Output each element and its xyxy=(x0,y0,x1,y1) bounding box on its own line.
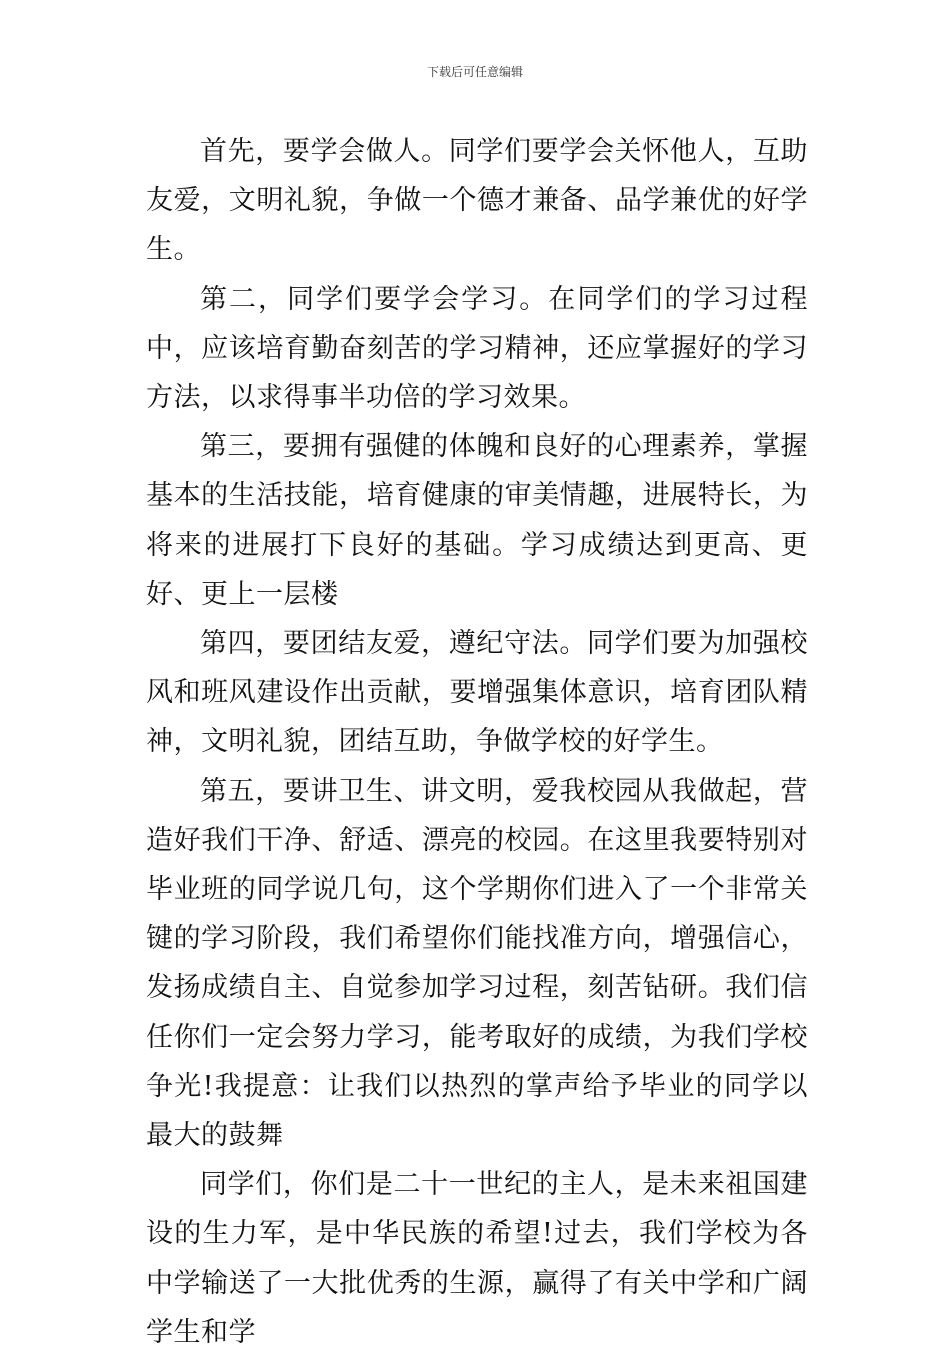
paragraph-2: 第二，同学们要学会学习。在同学们的学习过程中，应该培育勤奋刻苦的学习精神，还应掌握好的学习方法，以求得事半功倍的学习效果。 xyxy=(146,283,808,414)
page-header-note: 下载后可任意编辑 xyxy=(426,65,523,79)
paragraph-1: 首先，要学会做人。同学们要学会关怀他人，互助友爱，文明礼貌，争做一个德才兼备、品学兼优的好学生。 xyxy=(146,136,808,266)
document-body xyxy=(146,127,808,1357)
paragraph-4: 第四，要团结友爱，遵纪守法。同学们要为加强校风和班风建设作出贡献，要增强集体意识，培育团队精神，文明礼貌，团结互助，争做学校的好学生。 xyxy=(146,628,808,758)
paragraph-5: 第五，要讲卫生、讲文明，爱我校园从我做起，营造好我们干净、舒适、漂亮的校园。在这里我要特别对毕业班的同学说几句，这个学期你们进入了一个非常关键的学习阶段，我们希望你们能找准方向，增强信心，发扬成绩自主、自觉参加学习过程，刻苦钻研。我们信任你们一定会努力学习，能考取好的成绩，为我们学校争光!我提意：让我们以热烈的掌声给予毕业的同学以最大的鼓舞 xyxy=(146,775,808,1152)
paragraph-6: 同学们，你们是二十一世纪的主人，是未来祖国建设的生力军，是中华民族的希望!过去，我们学校为各中学输送了一大批优秀的生源，赢得了有关中学和广阔学生和学 xyxy=(146,1169,808,1348)
paragraph-3: 第三，要拥有强健的体魄和良好的心理素养，掌握基本的生活技能，培育健康的审美情趣，进展特长，为将来的进展打下良好的基础。学习成绩达到更高、更好、更上一层楼 xyxy=(146,431,808,610)
